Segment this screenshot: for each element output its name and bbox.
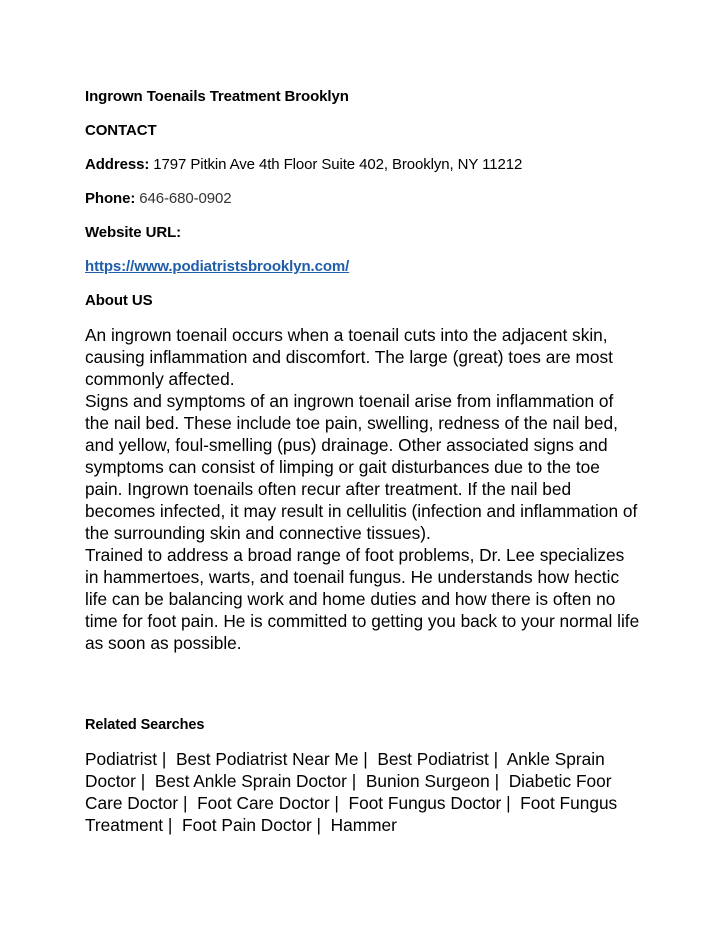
about-paragraph: Signs and symptoms of an ingrown toenail arise from inflammation of the nail bed. These include toe pain, swelling, redness of the nail bed, and yellow, foul-smelling (pus) drainage. Other associated signs and symptoms can consist of limping or gait disturbances due to the toe pain. Ingrown toenails often recur after treatment. If the nail bed becomes infected, it may result in cellulitis (infection and inflammation of the surrounding skin and connective tissues). (85, 391, 638, 543)
related-search-item: Best Podiatrist Near Me (175, 749, 359, 769)
related-search-item: Foot Care Doctor (197, 793, 330, 813)
separator: | (358, 749, 378, 769)
separator: | (329, 793, 349, 813)
related-search-item: Bunion Surgeon (365, 771, 490, 791)
address-value: 1797 Pitkin Ave 4th Floor Suite 402, Brooklyn, NY 11212 (149, 156, 523, 173)
about-body (85, 324, 640, 654)
related-search-item: Foot Fungus Treatment (85, 793, 618, 835)
related-search-item: Ankle Sprain Doctor (85, 749, 605, 791)
separator: | (311, 815, 331, 835)
contact-heading: CONTACT (85, 122, 157, 139)
related-search-item: Best Ankle Sprain Doctor (154, 771, 347, 791)
about-heading: About US (85, 292, 153, 309)
related-search-item: Foot Fungus Doctor (348, 793, 502, 813)
related-searches-list (85, 748, 625, 836)
website-link[interactable]: https://www.podiatristsbrooklyn.com/ (85, 258, 350, 275)
separator: | (489, 771, 509, 791)
separator: | (163, 815, 183, 835)
about-paragraph: Trained to address a broad range of foot problems, Dr. Lee specializes in hammertoes, warts, and toenail fungus. He understands how hectic life can be balancing work and home duties and how there is often no time for foot pain. He is committed to getting you back to your normal life as soon as possible. (85, 545, 640, 653)
separator: | (178, 793, 198, 813)
separator: | (135, 771, 155, 791)
related-search-item: Hammer (330, 815, 397, 835)
related-search-item: Podiatrist (85, 749, 158, 769)
related-search-item: Diabetic Foor Care Doctor (85, 771, 612, 813)
website-heading: Website URL: (85, 224, 182, 241)
address-line (85, 156, 522, 174)
separator: | (157, 749, 176, 769)
phone-value: 646-680-0902 (135, 190, 232, 207)
phone-line (85, 190, 232, 208)
separator: | (501, 793, 521, 813)
separator: | (346, 771, 366, 791)
related-search-item: Best Podiatrist (377, 749, 489, 769)
document-title: Ingrown Toenails Treatment Brooklyn (85, 88, 349, 105)
about-paragraph: An ingrown toenail occurs when a toenail cuts into the adjacent skin, causing inflammation and discomfort. The large (great) toes are most commonly affected. (85, 325, 613, 389)
address-label: Address: (85, 156, 150, 173)
separator: | (488, 749, 507, 769)
related-searches-heading: Related Searches (85, 717, 205, 733)
phone-label: Phone: (85, 190, 136, 207)
related-search-item: Foot Pain Doctor (182, 815, 312, 835)
